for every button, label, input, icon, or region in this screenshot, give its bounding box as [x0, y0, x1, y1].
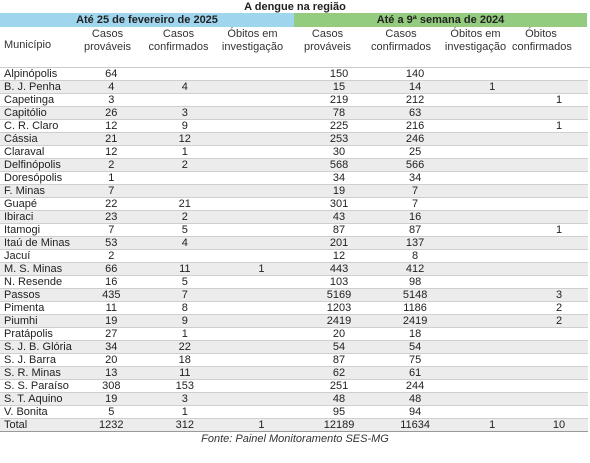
cell-casos-confirmados-2025: 11: [149, 367, 220, 380]
cell-casos-provaveis-2024: 201: [302, 237, 376, 250]
table-row: [0, 302, 588, 315]
cell-casos-confirmados-2024: 54: [376, 341, 455, 354]
cell-obitos-investigacao-2025: [220, 68, 302, 81]
table-row: [0, 94, 588, 107]
cell-municipio: S. S. Paraíso: [0, 380, 74, 393]
cell-obitos-confirmados-2024: [530, 276, 588, 289]
cell-casos-confirmados-2024: 566: [376, 159, 455, 172]
data-table: [0, 68, 588, 432]
table-row: [0, 328, 588, 341]
cell-casos-confirmados-2025: [149, 68, 220, 81]
cell-casos-provaveis-2024: 103: [302, 276, 376, 289]
cell-casos-provaveis-2024: 34: [302, 172, 376, 185]
cell-casos-confirmados-2024: 7: [376, 198, 455, 211]
table-row: [0, 354, 588, 367]
cell-obitos-confirmados-2024: [530, 380, 588, 393]
figure-title: A dengue na região: [244, 1, 346, 13]
cell-casos-confirmados-2024: 14: [376, 81, 455, 94]
cell-obitos-investigacao-2024: [454, 172, 530, 185]
cell-casos-provaveis-2025: 21: [74, 133, 150, 146]
cell-casos-confirmados-2025: [149, 172, 220, 185]
cell-casos-confirmados-2024: 87: [376, 224, 455, 237]
table-row: [0, 380, 588, 393]
cell-obitos-investigacao-2024: [454, 354, 530, 367]
cell-casos-confirmados-2024: 137: [376, 237, 455, 250]
table-row: [0, 107, 588, 120]
cell-municipio: S. J. Barra: [0, 354, 74, 367]
cell-obitos-confirmados-2024: 2: [530, 302, 588, 315]
cell-casos-provaveis-2024: 19: [302, 185, 376, 198]
cell-casos-provaveis-2024: 15: [302, 81, 376, 94]
cell-municipio: S. J. B. Glória: [0, 341, 74, 354]
cell-obitos-investigacao-2024: [454, 393, 530, 406]
header-casos-confirmados-2024: Casos confirmados: [371, 28, 431, 53]
cell-casos-confirmados-2025: 12: [149, 133, 220, 146]
cell-casos-provaveis-2025: 27: [74, 328, 150, 341]
cell-casos-provaveis-2024: 251: [302, 380, 376, 393]
cell-casos-provaveis-2025: 53: [74, 237, 150, 250]
cell-casos-provaveis-2024: 87: [302, 354, 376, 367]
cell-obitos-investigacao-2025: [220, 406, 302, 419]
cell-obitos-confirmados-2024: 1: [530, 94, 588, 107]
cell-obitos-investigacao-2024: [454, 120, 530, 133]
header-municipio: Município: [4, 39, 52, 51]
cell-municipio: Cássia: [0, 133, 74, 146]
cell-obitos-confirmados-2024: [530, 133, 588, 146]
cell-obitos-investigacao-2025: [220, 159, 302, 172]
table-row: [0, 198, 588, 211]
cell-obitos-investigacao-2024: [454, 146, 530, 159]
cell-casos-confirmados-2025: 1: [149, 406, 220, 419]
cell-municipio: M. S. Minas: [0, 263, 74, 276]
cell-obitos-investigacao-2025: [220, 224, 302, 237]
cell-obitos-investigacao-2025: 1: [220, 419, 302, 432]
cell-obitos-investigacao-2024: [454, 315, 530, 328]
cell-municipio: S. T. Aquino: [0, 393, 74, 406]
cell-obitos-investigacao-2024: [454, 380, 530, 393]
cell-casos-confirmados-2025: 18: [149, 354, 220, 367]
cell-obitos-investigacao-2024: [454, 237, 530, 250]
cell-obitos-investigacao-2025: [220, 81, 302, 94]
cell-casos-provaveis-2024: 20: [302, 328, 376, 341]
cell-casos-confirmados-2024: 11634: [376, 419, 455, 432]
cell-obitos-investigacao-2024: [454, 107, 530, 120]
cell-municipio: Guapé: [0, 198, 74, 211]
total-row: [0, 419, 588, 432]
cell-municipio: Alpinópolis: [0, 68, 74, 81]
cell-obitos-confirmados-2024: [530, 406, 588, 419]
cell-obitos-investigacao-2025: [220, 289, 302, 302]
cell-obitos-investigacao-2024: [454, 341, 530, 354]
cell-casos-provaveis-2025: 66: [74, 263, 150, 276]
header-casos-provaveis-2024: Casos prováveis: [303, 28, 352, 53]
cell-casos-provaveis-2025: 4: [74, 81, 150, 94]
table-row: [0, 406, 588, 419]
cell-casos-provaveis-2025: 12: [74, 120, 150, 133]
cell-casos-provaveis-2024: 54: [302, 341, 376, 354]
cell-casos-confirmados-2025: 1: [149, 328, 220, 341]
cell-obitos-investigacao-2025: [220, 328, 302, 341]
cell-municipio: Piumhi: [0, 315, 74, 328]
column-headers: [0, 27, 590, 55]
table-row: [0, 224, 588, 237]
cell-casos-provaveis-2025: 7: [74, 224, 150, 237]
cell-obitos-investigacao-2024: [454, 198, 530, 211]
cell-obitos-investigacao-2025: [220, 276, 302, 289]
cell-casos-provaveis-2024: 1203: [302, 302, 376, 315]
cell-casos-provaveis-2025: 22: [74, 198, 150, 211]
cell-casos-confirmados-2025: 4: [149, 81, 220, 94]
cell-casos-confirmados-2024: 61: [376, 367, 455, 380]
cell-municipio: Itaú de Minas: [0, 237, 74, 250]
cell-obitos-confirmados-2024: [530, 185, 588, 198]
cell-obitos-investigacao-2025: [220, 380, 302, 393]
cell-obitos-investigacao-2024: [454, 159, 530, 172]
cell-obitos-investigacao-2025: [220, 120, 302, 133]
cell-obitos-investigacao-2024: [454, 211, 530, 224]
cell-casos-confirmados-2024: 2419: [376, 315, 455, 328]
cell-obitos-investigacao-2025: [220, 315, 302, 328]
cell-obitos-confirmados-2024: [530, 81, 588, 94]
cell-casos-confirmados-2025: [149, 94, 220, 107]
cell-casos-provaveis-2024: 95: [302, 406, 376, 419]
cell-obitos-investigacao-2025: [220, 133, 302, 146]
cell-casos-confirmados-2025: [149, 185, 220, 198]
cell-casos-provaveis-2025: 308: [74, 380, 150, 393]
table-row: [0, 211, 588, 224]
cell-municipio: Doresópolis: [0, 172, 74, 185]
cell-casos-confirmados-2024: 8: [376, 250, 455, 263]
cell-obitos-confirmados-2024: [530, 341, 588, 354]
cell-municipio: Ibiraci: [0, 211, 74, 224]
cell-casos-confirmados-2025: 8: [149, 302, 220, 315]
cell-obitos-investigacao-2025: [220, 367, 302, 380]
table-row: [0, 159, 588, 172]
cell-obitos-investigacao-2025: [220, 172, 302, 185]
cell-obitos-investigacao-2024: [454, 68, 530, 81]
cell-obitos-confirmados-2024: [530, 354, 588, 367]
cell-casos-provaveis-2024: 219: [302, 94, 376, 107]
cell-casos-provaveis-2025: 435: [74, 289, 150, 302]
cell-obitos-investigacao-2024: [454, 302, 530, 315]
band-2025: Até 25 de fevereiro de 2025: [0, 13, 294, 27]
cell-obitos-investigacao-2025: 1: [220, 263, 302, 276]
cell-obitos-confirmados-2024: [530, 172, 588, 185]
header-obitos-confirmados-2024: Óbitos confirmados: [512, 28, 572, 53]
cell-obitos-investigacao-2025: [220, 146, 302, 159]
cell-casos-provaveis-2024: 568: [302, 159, 376, 172]
cell-municipio: Claraval: [0, 146, 74, 159]
cell-casos-confirmados-2025: 1: [149, 146, 220, 159]
cell-casos-confirmados-2025: 153: [149, 380, 220, 393]
table-row: [0, 120, 588, 133]
cell-obitos-investigacao-2025: [220, 198, 302, 211]
cell-casos-confirmados-2024: 75: [376, 354, 455, 367]
cell-casos-confirmados-2024: 34: [376, 172, 455, 185]
cell-obitos-investigacao-2024: [454, 133, 530, 146]
cell-obitos-confirmados-2024: [530, 250, 588, 263]
cell-casos-provaveis-2024: 48: [302, 393, 376, 406]
cell-casos-provaveis-2025: 2: [74, 159, 150, 172]
cell-municipio: V. Bonita: [0, 406, 74, 419]
cell-casos-provaveis-2024: 150: [302, 68, 376, 81]
cell-casos-confirmados-2025: [149, 250, 220, 263]
cell-obitos-confirmados-2024: 1: [530, 224, 588, 237]
cell-casos-confirmados-2024: 244: [376, 380, 455, 393]
cell-casos-provaveis-2024: 43: [302, 211, 376, 224]
cell-casos-provaveis-2024: 225: [302, 120, 376, 133]
cell-obitos-investigacao-2024: [454, 224, 530, 237]
cell-obitos-investigacao-2024: [454, 367, 530, 380]
cell-casos-confirmados-2025: 9: [149, 120, 220, 133]
cell-obitos-investigacao-2025: [220, 354, 302, 367]
cell-obitos-confirmados-2024: [530, 159, 588, 172]
cell-casos-confirmados-2025: 5: [149, 224, 220, 237]
cell-obitos-investigacao-2024: [454, 94, 530, 107]
cell-obitos-confirmados-2024: 10: [530, 419, 588, 432]
cell-casos-confirmados-2024: 246: [376, 133, 455, 146]
cell-casos-provaveis-2024: 78: [302, 107, 376, 120]
cell-casos-provaveis-2024: 62: [302, 367, 376, 380]
cell-municipio: B. J. Penha: [0, 81, 74, 94]
table-row: [0, 289, 588, 302]
header-spacer: [0, 55, 590, 68]
cell-obitos-investigacao-2025: [220, 250, 302, 263]
cell-obitos-investigacao-2025: [220, 341, 302, 354]
cell-casos-confirmados-2025: 2: [149, 211, 220, 224]
cell-municipio: C. R. Claro: [0, 120, 74, 133]
cell-casos-confirmados-2024: 7: [376, 185, 455, 198]
cell-casos-provaveis-2025: 34: [74, 341, 150, 354]
cell-obitos-investigacao-2024: [454, 328, 530, 341]
header-casos-confirmados-2025: Casos confirmados: [148, 28, 209, 53]
table-row: [0, 237, 588, 250]
cell-obitos-investigacao-2024: [454, 250, 530, 263]
cell-municipio: N. Resende: [0, 276, 74, 289]
cell-obitos-investigacao-2024: [454, 185, 530, 198]
cell-obitos-confirmados-2024: [530, 107, 588, 120]
cell-casos-confirmados-2025: 21: [149, 198, 220, 211]
cell-municipio: Itamogi: [0, 224, 74, 237]
period-bands: [0, 13, 590, 27]
cell-casos-confirmados-2025: 22: [149, 341, 220, 354]
cell-casos-confirmados-2025: 7: [149, 289, 220, 302]
cell-casos-confirmados-2024: 98: [376, 276, 455, 289]
cell-municipio: F. Minas: [0, 185, 74, 198]
cell-casos-provaveis-2025: 12: [74, 146, 150, 159]
cell-casos-confirmados-2024: 94: [376, 406, 455, 419]
cell-casos-provaveis-2025: 64: [74, 68, 150, 81]
cell-municipio: Pimenta: [0, 302, 74, 315]
cell-obitos-confirmados-2024: [530, 237, 588, 250]
header-casos-provaveis-2025: Casos prováveis: [83, 28, 132, 53]
cell-casos-provaveis-2025: 11: [74, 302, 150, 315]
cell-obitos-investigacao-2025: [220, 393, 302, 406]
cell-obitos-confirmados-2024: 3: [530, 289, 588, 302]
table-row: [0, 393, 588, 406]
table-row: [0, 133, 588, 146]
cell-casos-confirmados-2024: 16: [376, 211, 455, 224]
cell-obitos-investigacao-2024: 1: [454, 81, 530, 94]
cell-casos-provaveis-2025: 26: [74, 107, 150, 120]
cell-casos-provaveis-2024: 5169: [302, 289, 376, 302]
table-row: [0, 172, 588, 185]
cell-municipio: S. R. Minas: [0, 367, 74, 380]
cell-casos-provaveis-2025: 1: [74, 172, 150, 185]
cell-obitos-confirmados-2024: [530, 68, 588, 81]
cell-casos-provaveis-2025: 3: [74, 94, 150, 107]
cell-casos-provaveis-2024: 12: [302, 250, 376, 263]
cell-obitos-investigacao-2025: [220, 237, 302, 250]
table-row: [0, 146, 588, 159]
cell-casos-confirmados-2024: 25: [376, 146, 455, 159]
cell-municipio: Total: [0, 419, 74, 432]
cell-casos-confirmados-2025: 11: [149, 263, 220, 276]
cell-obitos-confirmados-2024: [530, 393, 588, 406]
cell-casos-confirmados-2025: 3: [149, 107, 220, 120]
band-2024: Até a 9ª semana de 2024: [294, 13, 587, 27]
cell-casos-provaveis-2024: 253: [302, 133, 376, 146]
cell-casos-provaveis-2025: 2: [74, 250, 150, 263]
cell-casos-provaveis-2024: 443: [302, 263, 376, 276]
cell-obitos-investigacao-2024: [454, 289, 530, 302]
cell-casos-confirmados-2024: 412: [376, 263, 455, 276]
cell-casos-confirmados-2024: 1186: [376, 302, 455, 315]
cell-casos-provaveis-2024: 12189: [302, 419, 376, 432]
cell-casos-provaveis-2024: 301: [302, 198, 376, 211]
table-row: [0, 68, 588, 81]
table-row: [0, 341, 588, 354]
cell-obitos-investigacao-2025: [220, 185, 302, 198]
cell-casos-confirmados-2024: 63: [376, 107, 455, 120]
table-row: [0, 185, 588, 198]
cell-obitos-investigacao-2025: [220, 107, 302, 120]
cell-casos-provaveis-2025: 20: [74, 354, 150, 367]
cell-casos-provaveis-2024: 87: [302, 224, 376, 237]
header-obitos-investigacao-2024: Óbitos em investigação: [444, 28, 507, 53]
cell-casos-confirmados-2024: 216: [376, 120, 455, 133]
cell-obitos-investigacao-2024: 1: [454, 419, 530, 432]
cell-municipio: Jacuí: [0, 250, 74, 263]
cell-obitos-confirmados-2024: [530, 367, 588, 380]
cell-casos-confirmados-2024: 18: [376, 328, 455, 341]
cell-casos-confirmados-2024: 212: [376, 94, 455, 107]
source-note: Fonte: Painel Monitoramento SES-MG: [201, 433, 389, 445]
cell-obitos-confirmados-2024: [530, 211, 588, 224]
table-row: [0, 250, 588, 263]
cell-casos-provaveis-2025: 5: [74, 406, 150, 419]
cell-casos-confirmados-2025: 2: [149, 159, 220, 172]
table-row: [0, 263, 588, 276]
cell-municipio: Capitólio: [0, 107, 74, 120]
table-row: [0, 81, 588, 94]
cell-casos-provaveis-2025: 1232: [74, 419, 150, 432]
cell-obitos-confirmados-2024: 2: [530, 315, 588, 328]
cell-obitos-confirmados-2024: [530, 263, 588, 276]
cell-obitos-investigacao-2024: [454, 276, 530, 289]
cell-municipio: Delfinópolis: [0, 159, 74, 172]
cell-casos-provaveis-2025: 19: [74, 393, 150, 406]
cell-obitos-confirmados-2024: [530, 328, 588, 341]
cell-casos-confirmados-2024: 140: [376, 68, 455, 81]
cell-casos-confirmados-2024: 48: [376, 393, 455, 406]
cell-casos-provaveis-2024: 2419: [302, 315, 376, 328]
cell-obitos-confirmados-2024: [530, 198, 588, 211]
cell-obitos-confirmados-2024: 1: [530, 120, 588, 133]
cell-obitos-investigacao-2024: [454, 406, 530, 419]
table-row: [0, 367, 588, 380]
cell-casos-provaveis-2025: 16: [74, 276, 150, 289]
cell-casos-provaveis-2024: 30: [302, 146, 376, 159]
cell-casos-confirmados-2025: 9: [149, 315, 220, 328]
cell-obitos-investigacao-2025: [220, 211, 302, 224]
header-obitos-investigacao-2025: Óbitos em investigação: [221, 28, 284, 53]
cell-casos-provaveis-2025: 7: [74, 185, 150, 198]
cell-obitos-investigacao-2025: [220, 94, 302, 107]
cell-obitos-investigacao-2024: [454, 263, 530, 276]
cell-casos-confirmados-2025: 312: [149, 419, 220, 432]
cell-municipio: Capetinga: [0, 94, 74, 107]
cell-casos-confirmados-2024: 5148: [376, 289, 455, 302]
cell-casos-confirmados-2025: 5: [149, 276, 220, 289]
cell-municipio: Pratápolis: [0, 328, 74, 341]
table-row: [0, 276, 588, 289]
cell-casos-provaveis-2025: 13: [74, 367, 150, 380]
cell-casos-provaveis-2025: 19: [74, 315, 150, 328]
cell-obitos-confirmados-2024: [530, 146, 588, 159]
cell-obitos-investigacao-2025: [220, 302, 302, 315]
cell-casos-provaveis-2025: 23: [74, 211, 150, 224]
table-row: [0, 315, 588, 328]
cell-municipio: Passos: [0, 289, 74, 302]
cell-casos-confirmados-2025: 4: [149, 237, 220, 250]
cell-casos-confirmados-2025: 3: [149, 393, 220, 406]
